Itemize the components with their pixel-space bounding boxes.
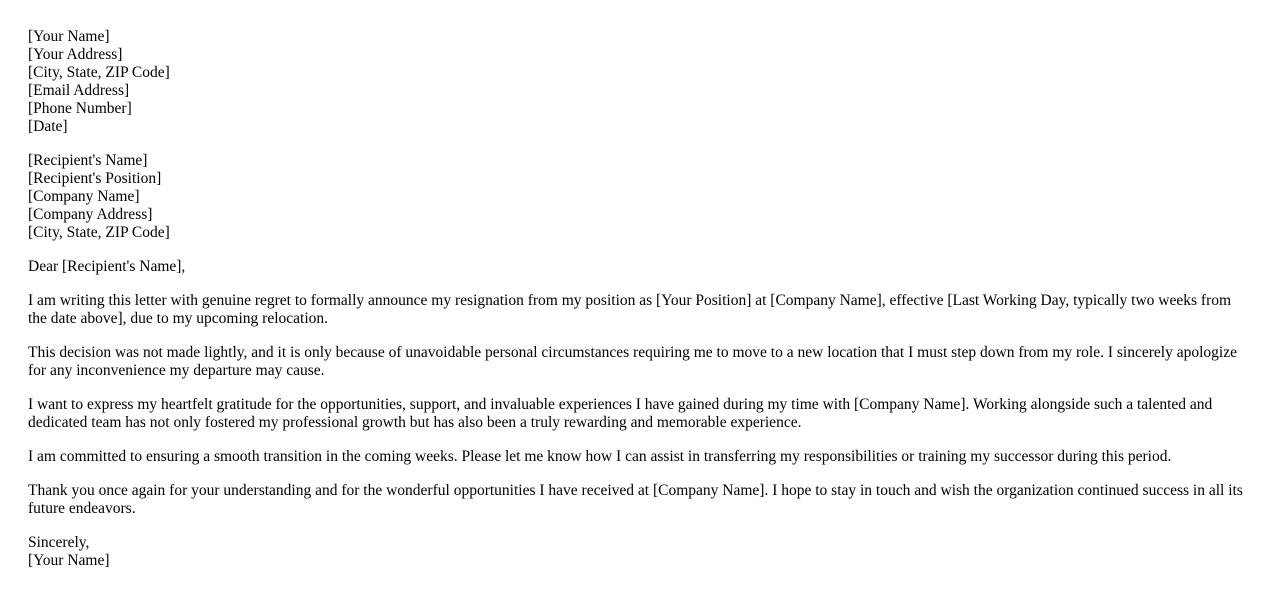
letter-date: [Date]	[28, 118, 68, 135]
signature-name: [Your Name]	[28, 552, 110, 569]
salutation: Dear [Recipient's Name],	[28, 258, 186, 275]
body-paragraph-5: Thank you once again for your understanding and for the wonderful opportunities I have received at [Company Name]. I hope to stay in touch and wish the organization continued success in all its future endeavors.	[28, 482, 1243, 517]
closing-block	[28, 534, 1250, 570]
sender-block	[28, 28, 1250, 136]
sender-phone: [Phone Number]	[28, 100, 132, 117]
valediction: Sincerely,	[28, 534, 90, 551]
sender-city-state-zip: [City, State, ZIP Code]	[28, 64, 170, 81]
recipient-name: [Recipient's Name]	[28, 152, 148, 169]
sender-email: [Email Address]	[28, 82, 130, 99]
recipient-position: [Recipient's Position]	[28, 170, 162, 187]
recipient-block	[28, 152, 1250, 242]
sender-name: [Your Name]	[28, 28, 110, 45]
body-paragraph-4: I am committed to ensuring a smooth transition in the coming weeks. Please let me know how I can assist in transferring my responsibilities or training my successor during this period.	[28, 448, 1172, 465]
recipient-company-address: [Company Address]	[28, 206, 153, 223]
recipient-city-state-zip: [City, State, ZIP Code]	[28, 224, 170, 241]
recipient-company: [Company Name]	[28, 188, 140, 205]
body-paragraph-1: I am writing this letter with genuine regret to formally announce my resignation from my position as [Your Position] at [Company Name], effective [Last Working Day, typically two weeks from the date above], due to my upcoming relocation.	[28, 292, 1232, 327]
body-paragraph-3: I want to express my heartfelt gratitude for the opportunities, support, and invaluable experiences I have gained during my time with [Company Name]. Working alongside such a talented and dedicated team has not only fostered my professional growth but has also been a truly rewarding and memorable experience.	[28, 396, 1213, 431]
sender-address: [Your Address]	[28, 46, 123, 63]
body-paragraph-2: This decision was not made lightly, and it is only because of unavoidable personal circumstances requiring me to move to a new location that I must step down from my role. I sincerely apologize for any inconvenience my departure may cause.	[28, 344, 1237, 379]
